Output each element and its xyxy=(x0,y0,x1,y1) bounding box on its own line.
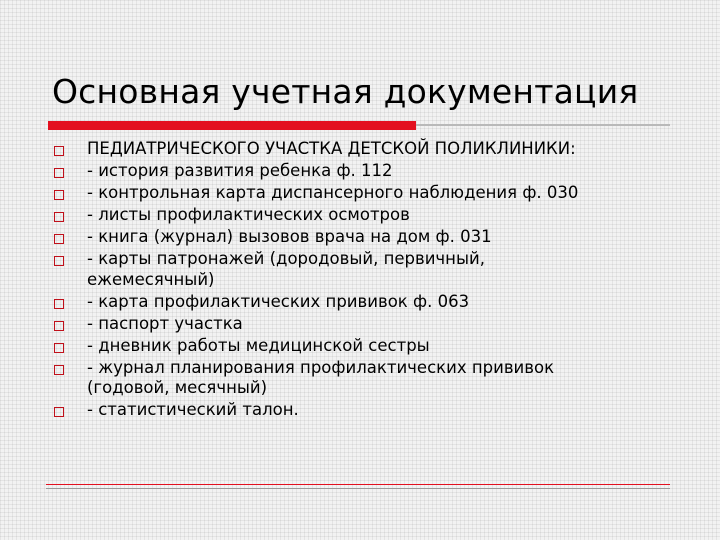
square-bullet-icon xyxy=(54,146,64,156)
square-bullet-icon xyxy=(54,168,64,178)
bullet-item xyxy=(54,336,694,357)
title-underline-accent xyxy=(48,121,416,130)
bullet-text xyxy=(87,292,694,313)
square-bullet-icon xyxy=(54,321,64,331)
bullet-line: - листы профилактических осмотров xyxy=(87,205,410,224)
bullet-item xyxy=(54,205,694,226)
bullet-line: - история развития ребенка ф. 112 xyxy=(87,161,393,180)
bullet-text xyxy=(87,358,694,399)
bullet-line: - карта профилактических прививок ф. 063 xyxy=(87,291,470,311)
footer-rule-gray xyxy=(46,488,670,489)
square-bullet-icon xyxy=(54,299,64,309)
bullet-item xyxy=(54,227,694,248)
bullet-item xyxy=(54,183,694,204)
footer-rule-red xyxy=(46,484,670,485)
bullet-text xyxy=(87,227,694,248)
slide-title: Основная учетная документация xyxy=(52,72,639,111)
bullet-line: - статистический талон. xyxy=(87,400,299,419)
square-bullet-icon xyxy=(54,190,64,200)
bullet-text xyxy=(87,336,694,357)
bullet-line: ПЕДИАТРИЧЕСКОГО УЧАСТКА ДЕТСКОЙ ПОЛИКЛИНИКИ: xyxy=(87,139,576,158)
bullet-text xyxy=(87,314,694,335)
bullet-item xyxy=(54,139,694,160)
bullet-line-continuation: ежемесячный) xyxy=(87,269,215,289)
bullet-text xyxy=(87,139,694,160)
bullet-item xyxy=(54,358,694,399)
bullet-item xyxy=(54,161,694,182)
bullet-text xyxy=(87,249,694,290)
bullet-item xyxy=(54,400,694,421)
square-bullet-icon xyxy=(54,234,64,244)
bullet-line: - контрольная карта диспансерного наблюдения ф. 030 xyxy=(87,183,579,202)
bullet-line: - журнал планирования профилактических прививок xyxy=(87,357,555,377)
bullet-item xyxy=(54,314,694,335)
square-bullet-icon xyxy=(54,343,64,353)
bullet-line: - карты патронажей (дородовый, первичный, xyxy=(87,249,485,268)
bullet-text xyxy=(87,205,694,226)
square-bullet-icon xyxy=(54,407,64,417)
bullet-line-continuation: (годовой, месячный) xyxy=(87,378,268,397)
bullet-item xyxy=(54,292,694,313)
bullet-item xyxy=(54,249,694,290)
square-bullet-icon xyxy=(54,212,64,222)
bullet-list xyxy=(54,139,694,422)
bullet-text xyxy=(87,400,694,421)
bullet-line: - книга (журнал) вызовов врача на дом ф. 031 xyxy=(87,227,492,246)
bullet-text xyxy=(87,161,694,182)
square-bullet-icon xyxy=(54,365,64,375)
square-bullet-icon xyxy=(54,256,64,266)
bullet-line: - дневник работы медицинской сестры xyxy=(87,335,430,355)
bullet-line: - паспорт участка xyxy=(87,313,243,333)
bullet-text xyxy=(87,183,694,204)
